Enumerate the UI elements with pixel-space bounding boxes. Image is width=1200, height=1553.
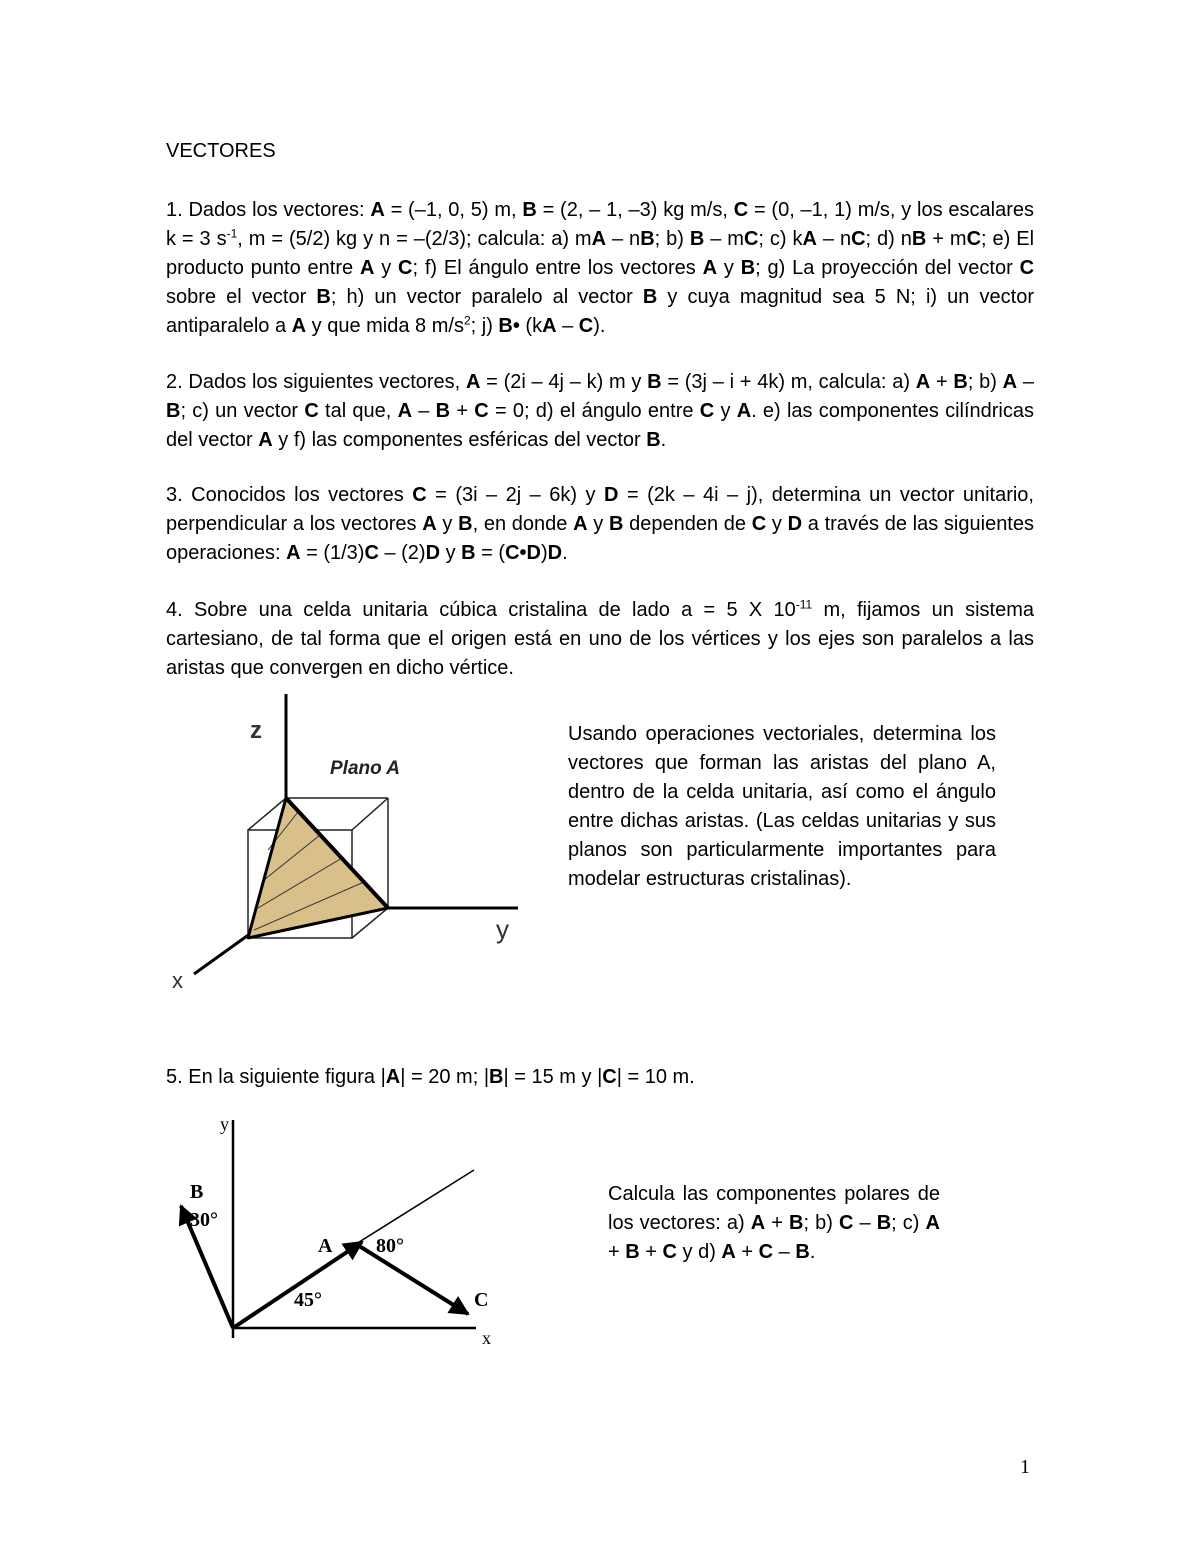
vector: C: [662, 1241, 677, 1263]
text: y: [717, 257, 741, 279]
problem-5: [166, 1066, 695, 1089]
text: ; b): [967, 371, 1003, 393]
vector: B: [489, 1066, 504, 1088]
text: y: [374, 257, 399, 279]
vector-a-angle: 45°: [294, 1289, 322, 1311]
text: +: [765, 1212, 790, 1234]
text: = (2k – 4i – j), determina un vector unitario, perpendicular a los vectores: [166, 484, 1034, 535]
vector: D: [547, 542, 563, 564]
text: ; b): [803, 1212, 839, 1234]
problem-2: [166, 368, 1034, 455]
vector: D: [604, 484, 619, 506]
text: –: [773, 1241, 796, 1263]
text: = (2i – 4j – k) m y: [480, 371, 648, 393]
text: –: [412, 400, 436, 422]
vector: A: [591, 228, 607, 250]
vector: A: [573, 513, 588, 535]
vector: C: [966, 228, 982, 250]
text: , en donde: [472, 513, 574, 535]
vector: B: [522, 199, 537, 221]
text: ; h) un vector paralelo al vector: [330, 286, 643, 308]
text: . e) las componentes cilíndricas del vector: [166, 400, 1034, 451]
vector: A: [370, 199, 385, 221]
vector: B•: [498, 315, 520, 337]
text: ; e) El producto punto entre: [166, 228, 1035, 279]
text: a través de las siguientes operaciones:: [166, 513, 1034, 564]
vector: D: [787, 513, 803, 535]
text: – n: [606, 228, 641, 250]
abs-bar: |: [380, 1066, 386, 1088]
text: = (3i – 2j – 6k) y: [426, 484, 605, 506]
text: m, fijamos un sistema cartesiano, de tal forma que el origen está en uno de los vértices y los ejes son paralelos a las aristas que convergen en dicho vértice.: [166, 599, 1034, 679]
abs-bar: |: [597, 1066, 603, 1088]
vector: A: [702, 257, 718, 279]
text: ; f) El ángulo entre los vectores: [412, 257, 703, 279]
vector: B: [789, 1212, 804, 1234]
vector: A: [915, 371, 931, 393]
plane-a-label: Plano A: [330, 758, 401, 779]
text: +: [735, 1241, 759, 1263]
vector: A: [721, 1241, 736, 1263]
text: y d): [676, 1241, 722, 1263]
text: 4. Sobre una celda unitaria cúbica cristalina de lado a = 5 X 10: [166, 599, 796, 621]
y-label: y: [496, 914, 509, 944]
text: = (3j – i + 4k) m, calcula: a): [661, 371, 916, 393]
x-label: x: [172, 968, 183, 993]
text: y: [440, 542, 462, 564]
superscript: 2: [463, 313, 471, 328]
vector: C: [474, 400, 489, 422]
text: = 10 m.: [621, 1066, 695, 1088]
vector: C: [758, 1241, 774, 1263]
plane-a: [248, 798, 388, 938]
text: .: [562, 542, 568, 564]
reference-line: [356, 1170, 474, 1244]
vector: B: [608, 513, 624, 535]
abs-bar: |: [503, 1066, 509, 1088]
vector-c-angle: 80°: [376, 1235, 404, 1257]
text: ; g) La proyección del vector: [755, 257, 1020, 279]
text: .: [809, 1241, 816, 1263]
vector: C: [304, 400, 319, 422]
text: –: [853, 1212, 877, 1234]
vector: B: [740, 257, 756, 279]
vector: D: [425, 542, 441, 564]
text: 2. Dados los siguientes vectores,: [166, 371, 466, 393]
text: = 15 m y: [508, 1066, 598, 1088]
text: ): [540, 542, 548, 564]
x-axis-label: x: [482, 1328, 491, 1348]
text: sobre el vector: [166, 286, 317, 308]
abs-bar: |: [616, 1066, 622, 1088]
text: –: [556, 315, 579, 337]
vector: A: [465, 371, 481, 393]
text: y: [766, 513, 788, 535]
text: = 0; d) el ángulo entre: [488, 400, 700, 422]
vector: A: [542, 315, 557, 337]
problem-3: [166, 481, 1034, 568]
text: .: [660, 429, 667, 451]
page-title: VECTORES: [166, 140, 276, 162]
text: y f) las componentes esféricas del vector: [272, 429, 647, 451]
text: = (: [475, 542, 506, 564]
vector: B: [316, 286, 331, 308]
vector: B: [640, 228, 655, 250]
vector: A: [385, 1066, 401, 1088]
vector: B: [876, 1212, 892, 1234]
vector: A: [359, 257, 375, 279]
vector-c-label: C: [474, 1289, 489, 1311]
text: y: [436, 513, 459, 535]
vector-b-angle: 30°: [190, 1209, 218, 1231]
text: –: [1017, 371, 1034, 393]
vector: B: [435, 400, 451, 422]
text: y que mida 8 m/s: [306, 315, 464, 337]
vector: B: [642, 286, 658, 308]
text: (k: [519, 315, 543, 337]
vector: C: [398, 257, 413, 279]
vector-c: [356, 1244, 468, 1314]
text: ; j): [470, 315, 499, 337]
text: – (2): [378, 542, 426, 564]
vector: A: [286, 542, 301, 564]
vector-a: [233, 1242, 362, 1328]
text: ; c) un vector: [180, 400, 305, 422]
vector: C: [364, 542, 379, 564]
vector: C: [838, 1212, 854, 1234]
text: 5. En la siguiente figura: [166, 1066, 381, 1088]
text: ; b): [654, 228, 690, 250]
vector: B: [461, 542, 476, 564]
vector: A: [422, 513, 437, 535]
vector: B: [647, 371, 662, 393]
vector: A: [736, 400, 752, 422]
text: – n: [816, 228, 852, 250]
vector: C: [578, 315, 594, 337]
text: ).: [593, 315, 606, 337]
abs-bar: |: [483, 1066, 490, 1088]
vector: C•D: [505, 542, 541, 564]
y-axis-label: y: [220, 1114, 229, 1134]
vector-diagram: [160, 1110, 520, 1350]
vector: A: [291, 315, 307, 337]
text: dependen de: [623, 513, 752, 535]
vector: B: [795, 1241, 810, 1263]
vector: C: [851, 228, 866, 250]
vector: C: [751, 513, 767, 535]
text: = 20 m;: [405, 1066, 484, 1088]
text: – m: [704, 228, 744, 250]
vector: B: [689, 228, 705, 250]
page-number: 1: [1020, 1456, 1030, 1478]
text: +: [639, 1241, 663, 1263]
text: = (–1, 0, 5) m,: [384, 199, 523, 221]
vector: A: [750, 1212, 766, 1234]
vector: C: [1019, 257, 1035, 279]
text: + m: [926, 228, 967, 250]
text: tal que,: [318, 400, 398, 422]
superscript: -1: [226, 226, 238, 241]
vector: A: [1002, 371, 1018, 393]
vector-a-label: A: [318, 1235, 333, 1257]
vector: B: [953, 371, 968, 393]
text: y cuya magnitud sea 5 N; i) un vector antiparalelo a: [166, 286, 1034, 337]
vector: B: [625, 1241, 640, 1263]
vector: B: [911, 228, 927, 250]
text: = (1/3): [300, 542, 365, 564]
cube-edge: [352, 798, 388, 830]
vector: C: [412, 484, 427, 506]
text: = (0, –1, 1) m/s, y los escalares k = 3 s: [166, 199, 1034, 250]
problem-5-instructions: [608, 1180, 940, 1267]
text: +: [450, 400, 475, 422]
text: , m = (5/2) kg y n = –(2/3); calcula: a) m: [237, 228, 592, 250]
text: ; d) n: [865, 228, 912, 250]
text: = (2, – 1, –3) kg m/s,: [536, 199, 734, 221]
vector: A: [925, 1212, 940, 1234]
text: ; c): [891, 1212, 926, 1234]
text: Calcula las componentes polares de los vectores: a): [608, 1183, 940, 1234]
z-label: z: [250, 717, 262, 744]
unit-cell-figure: [160, 690, 540, 1020]
vector: B: [458, 513, 473, 535]
text: +: [930, 371, 954, 393]
problem-4: [166, 596, 1034, 683]
vector: C: [743, 228, 759, 250]
superscript: -11: [795, 597, 813, 612]
vector: C: [733, 199, 749, 221]
abs-bar: |: [400, 1066, 406, 1088]
vector: A: [397, 400, 413, 422]
text: y: [714, 400, 737, 422]
text: +: [608, 1241, 626, 1263]
vector: B: [646, 429, 661, 451]
problem-4-instructions: Usando operaciones vectoriales, determina los vectores que forman las aristas del plano A, dentro de la celda unitaria, así como el ángulo entre dichas aristas. (Las celdas unitarias y sus planos son particularmente importantes para modelar estructuras cristalinas).: [568, 723, 996, 890]
vector-b-label: B: [190, 1181, 204, 1203]
text: 3. Conocidos los vectores: [166, 484, 413, 506]
text: 1. Dados los vectores:: [166, 199, 371, 221]
vector: A: [258, 429, 273, 451]
problem-1: [166, 196, 1034, 341]
vector: A: [802, 228, 817, 250]
text: ; c) k: [758, 228, 803, 250]
vector: C: [602, 1066, 617, 1088]
text: y: [587, 513, 609, 535]
vector: B: [166, 400, 181, 422]
vector: C: [699, 400, 715, 422]
